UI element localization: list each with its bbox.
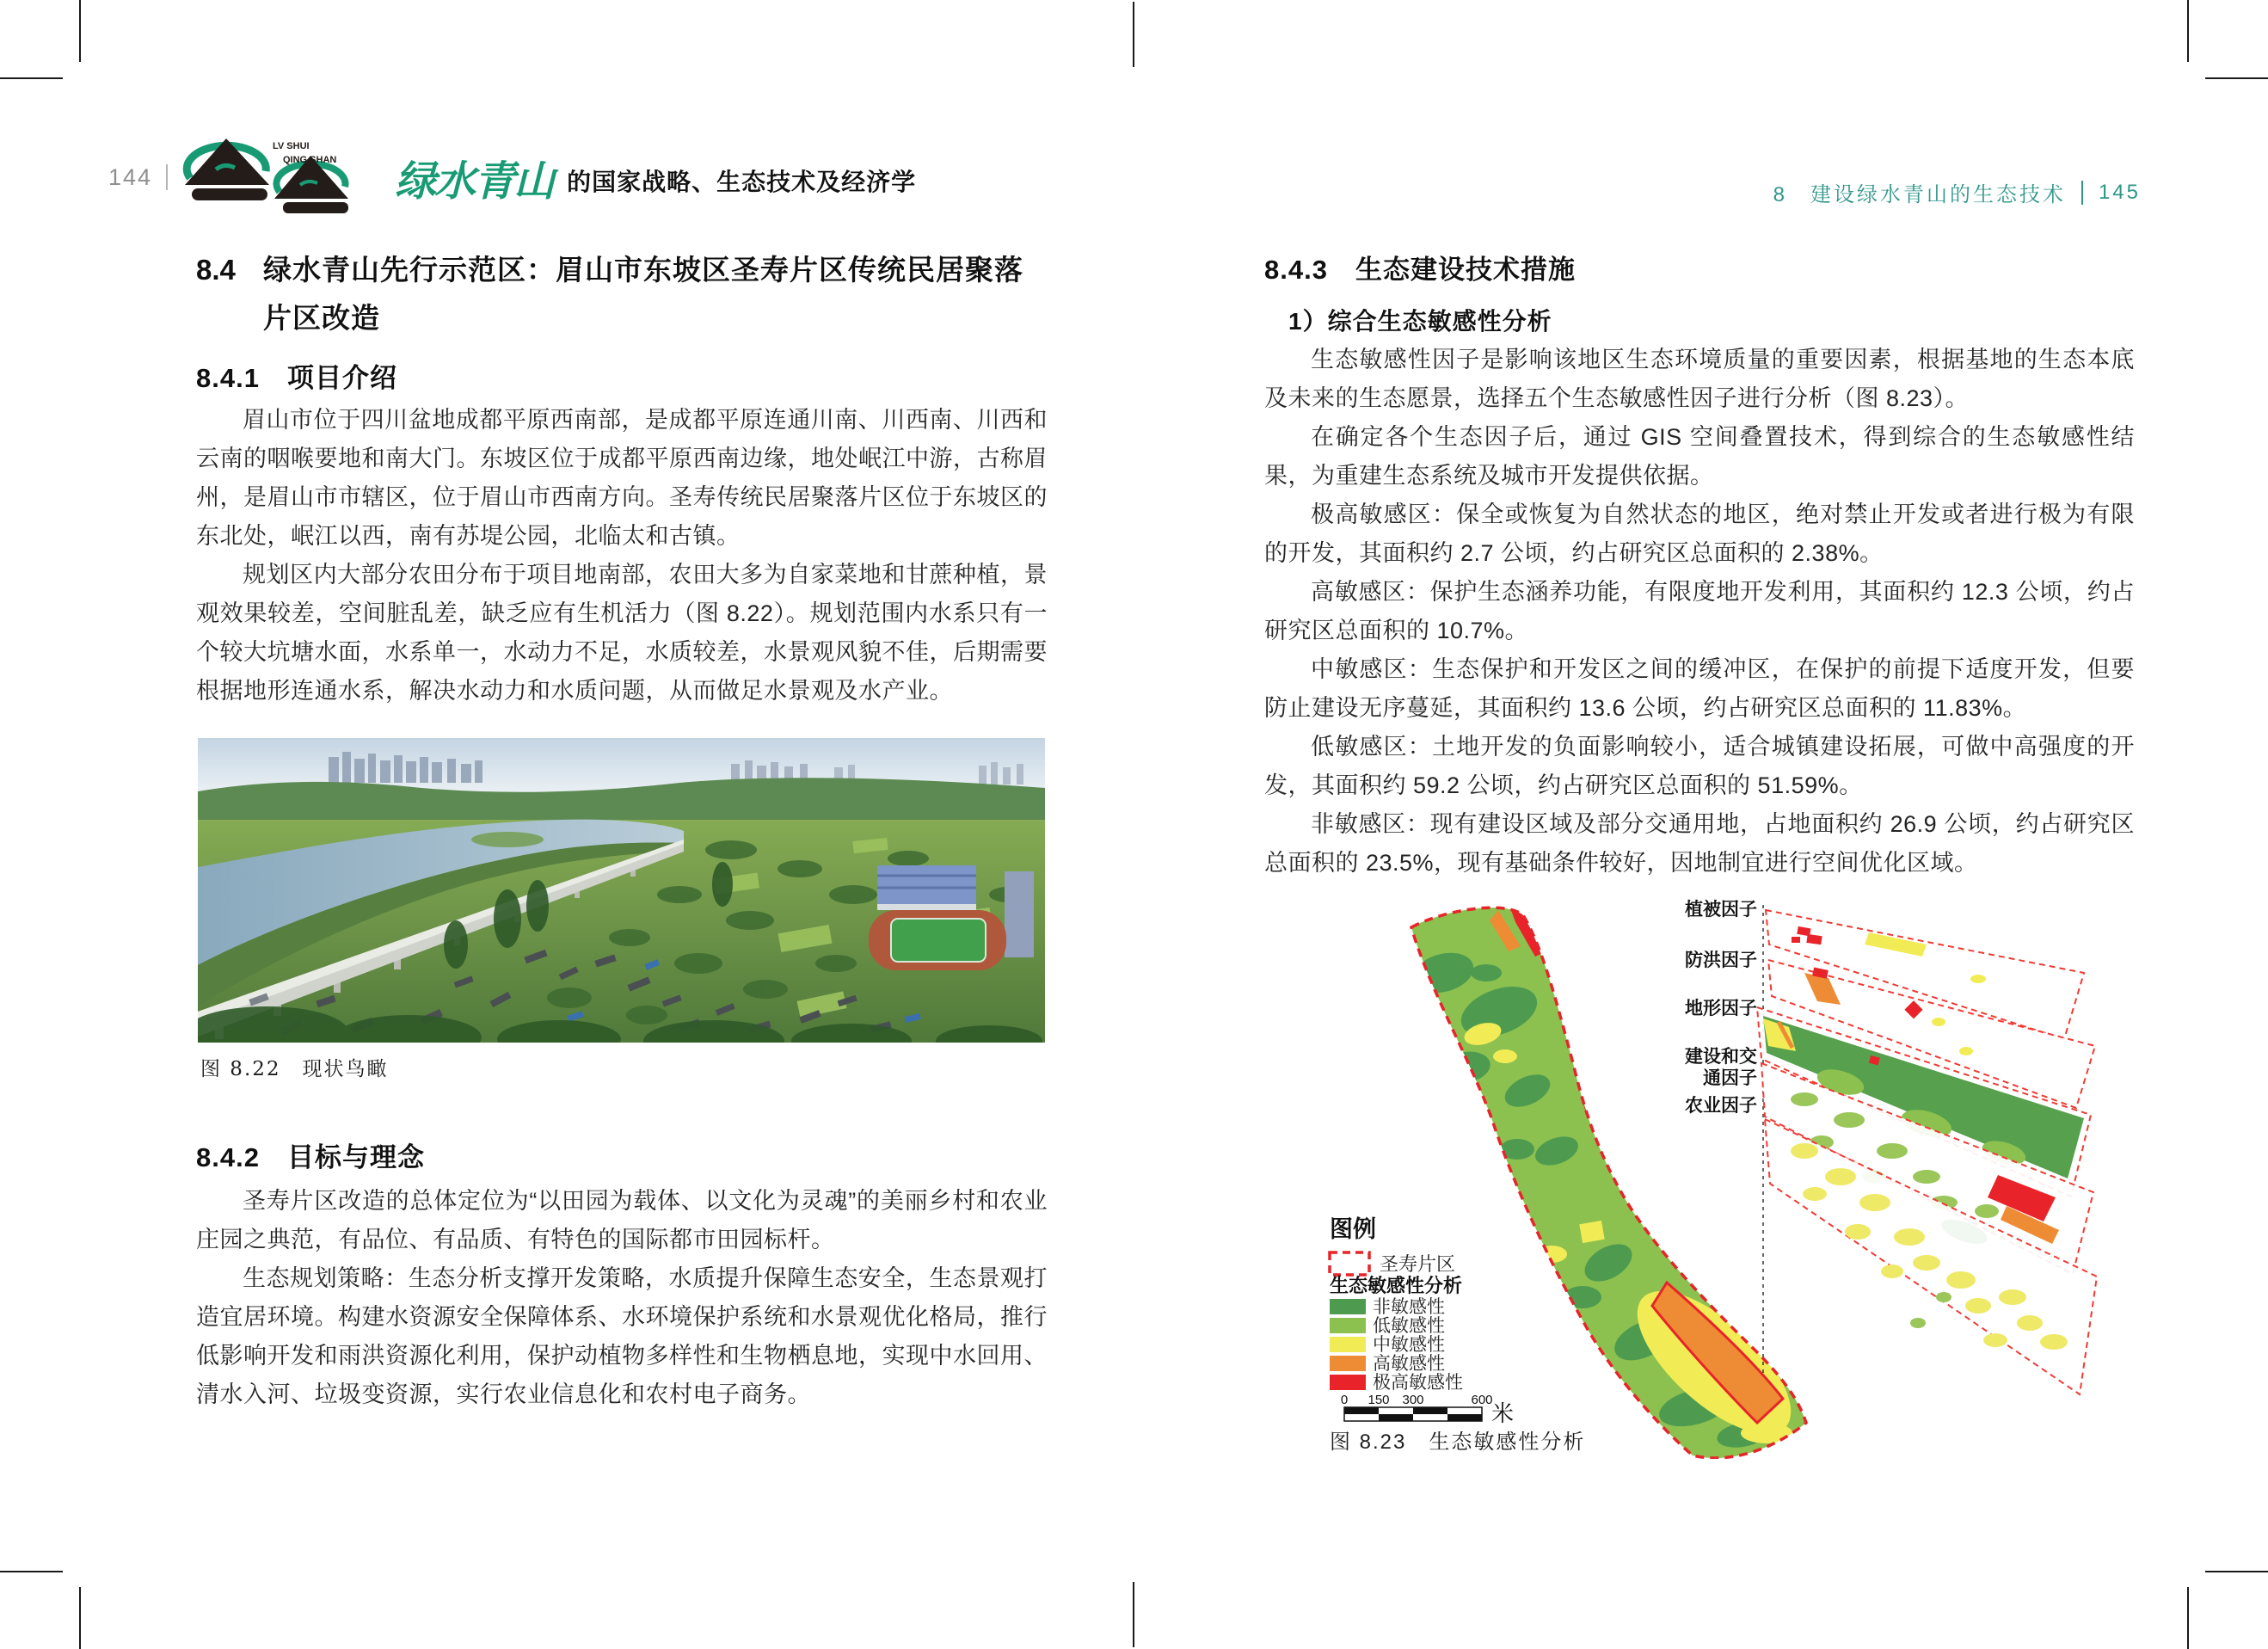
brand-logo [181, 135, 381, 219]
body-paragraph: 极高敏感区：保全或恢复为自然状态的地区，绝对禁止开发或者进行极为有限的开发，其面积约 2.7 公顷，约占研究区总面积的 2.38%。 [1264, 501, 2135, 566]
crop-mark [2187, 0, 2189, 62]
photo-tall-building [1005, 871, 1034, 957]
legend-class-label: 极高敏感性 [1373, 1373, 1463, 1393]
layer-label-flood: 防洪因子 [1685, 951, 1757, 970]
legend-boundary-label: 圣寿片区 [1380, 1253, 1456, 1275]
main-sensitivity-map [1409, 903, 1814, 1458]
logo-mountain-large [185, 138, 269, 185]
scale-tick: 0 [1340, 1393, 1349, 1407]
legend-title: 图例 [1330, 1216, 1376, 1242]
crop-mark [2205, 77, 2268, 79]
body-paragraph: 在确定各个生态因子后，通过 GIS 空间叠置技术，得到综合的生态敏感性结果，为重建生态系统及城市开发提供依据。 [1264, 424, 2135, 489]
body-paragraph: 生态敏感性因子是影响该地区生态环境质量的重要因素，根据基地的生态本底及未来的生态愿景，选择五个生态敏感性因子进行分析（图 8.23）。 [1264, 347, 2135, 411]
body-paragraph: 中敏感区：生态保护和开发区之间的缓冲区，在保护的前提下适度开发，但要防止建设无序蔓延，其面积约 13.6 公顷，约占研究区总面积的 11.83%。 [1264, 656, 2135, 721]
crop-mark [79, 1587, 81, 1649]
section-8-4-2-body [196, 1182, 1048, 1414]
brand-tagline: 的国家战略、生态技术及经济学 [567, 169, 917, 195]
photo-stadium [869, 865, 1034, 970]
layer-label-terrain: 地形因子 [1685, 999, 1757, 1018]
section-8-4-3-body [1264, 341, 2135, 883]
body-paragraph: 圣寿片区改造的总体定位为“以田园为载体、以文化为灵魂”的美丽乡村和农业庄园之典范，有品位、有品质、有特色的国际都市田园标杆。 [196, 1188, 1048, 1252]
layer-labels [1685, 899, 1757, 1116]
body-paragraph: 高敏感区：保护生态涵养功能，有限度地开发利用，其面积约 12.3 公顷，约占研究区总面积的 10.7%。 [1264, 579, 2135, 643]
header-divider [166, 164, 168, 190]
factor-layer-stack [1685, 899, 2097, 1394]
photo-river-island [471, 832, 544, 847]
legend-swatch [1330, 1356, 1366, 1371]
logo-base-large [192, 188, 267, 200]
subsection-8-4-2-heading: 8.4.2 目标与理念 [196, 1142, 425, 1172]
legend-boundary-swatch [1330, 1252, 1369, 1275]
legend-group-title: 生态敏感性分析 [1330, 1275, 1463, 1296]
scale-tick: 600 [1471, 1393, 1493, 1407]
body-paragraph: 生态规划策略：生态分析支撑开发策略，水质提升保障生态安全，生态景观打造宜居环境。构建水资源安全保障体系、水环境保护系统和水景观优化格局，推行低影响开发和雨洪资源化利用，保护动植物多样性和生物栖息地，实现中水回用、清水入河、垃圾变资源，实行农业信息化和农村电子商务。 [196, 1265, 1048, 1407]
crop-mark [79, 0, 81, 62]
section-8-4-heading [196, 246, 1023, 342]
legend-class-label: 非敏感性 [1373, 1297, 1445, 1317]
layer-label-vegetation: 植被因子 [1685, 900, 1757, 920]
legend-swatch [1330, 1375, 1366, 1390]
body-paragraph: 非敏感区：现有建设区域及部分交通用地，占地面积约 26.9 公顷，约占研究区总面积的 23.5%，现有基础条件较好，因地制宜进行空间优化区域。 [1264, 811, 2135, 876]
crop-mark [0, 77, 63, 79]
legend-swatch [1330, 1318, 1366, 1333]
body-paragraph: 眉山市位于四川盆地成都平原西南部，是成都平原连通川南、川西南、川西和云南的咽喉要地和南大门。东坡区位于成都平原西南边缘，地处岷江中游，古称眉州，是眉山市市辖区，位于眉山市西南方向。圣寿传统民居聚落片区位于东坡区的东北处，岷江以西，南有苏堤公园，北临太和古镇。 [196, 407, 1048, 549]
body-paragraph: 规划区内大部分农田分布于项目地南部，农田大多为自家菜地和甘蔗种植，景观效果较差，空间脏乱差，缺乏应有生机活力（图 8.22）。规划范围内水系只有一个较大坑塘水面，水系单一，水动力不足，水质较差，水景观风貌不佳，后期需要根据地形连通水系，解决水动力和水质问题，从而做足水景观及水产业。 [196, 562, 1048, 704]
subheading-sensitivity-analysis: 1）综合生态敏感性分析 [1288, 308, 1552, 335]
left-running-header [108, 134, 916, 220]
legend-classes [1330, 1297, 1463, 1393]
legend-class-label: 高敏感性 [1373, 1354, 1445, 1374]
right-page-number: 145 [2098, 180, 2141, 204]
crop-mark [1133, 1582, 1134, 1647]
layer-label-agriculture: 农业因子 [1685, 1096, 1757, 1116]
scale-tick: 300 [1402, 1393, 1424, 1407]
sensitivity-map-figure-8-23 [1323, 891, 2107, 1459]
layer-label-construction-line1: 建设和交 [1685, 1047, 1757, 1067]
header-divider [2081, 181, 2083, 205]
chapter-header: 8 建设绿水青山的生态技术 [1773, 183, 2066, 206]
subsection-8-4-1-heading: 8.4.1 项目介绍 [196, 363, 397, 393]
crop-mark [2187, 1587, 2189, 1649]
legend-swatch [1330, 1337, 1366, 1352]
logo-text-line2: QING SHAN [283, 155, 337, 165]
section-8-4-1-body [196, 401, 1048, 711]
legend-swatch [1330, 1299, 1366, 1314]
legend-class-label: 低敏感性 [1373, 1316, 1445, 1336]
left-page-number: 144 [108, 163, 153, 190]
subsection-8-4-3-heading: 8.4.3 生态建设技术措施 [1264, 255, 1576, 285]
figure-8-22-caption: 图 8.22 现状鸟瞰 [200, 1058, 389, 1080]
figure-8-23-caption: 图 8.23 生态敏感性分析 [1330, 1431, 1586, 1454]
logo-base-small [283, 202, 348, 213]
right-running-header [1773, 177, 2141, 207]
section-title: 绿水青山先行示范区：眉山市东坡区圣寿片区传统民居聚落片区改造 [263, 254, 1023, 334]
crop-mark [0, 1571, 63, 1572]
scale-unit: 米 [1491, 1400, 1515, 1426]
crop-mark [2205, 1571, 2268, 1572]
photo-pitch [891, 919, 986, 962]
body-paragraph: 低敏感区：土地开发的负面影响较小，适合城镇建设拓展，可做中高强度的开发，其面积约 59.2 公顷，约占研究区总面积的 51.59%。 [1264, 734, 2135, 798]
crop-mark [1133, 2, 1134, 67]
scale-bar [1341, 1393, 1514, 1426]
aerial-photo-figure-8-22 [198, 738, 1045, 1043]
legend-class-label: 中敏感性 [1373, 1335, 1445, 1355]
scale-tick: 150 [1368, 1393, 1390, 1407]
section-number: 8.4 [196, 254, 236, 286]
logo-text-line1: LV SHUI [273, 141, 310, 151]
brand-script: 绿水青山 [395, 157, 554, 206]
layer-label-construction-line2: 通因子 [1703, 1068, 1757, 1088]
